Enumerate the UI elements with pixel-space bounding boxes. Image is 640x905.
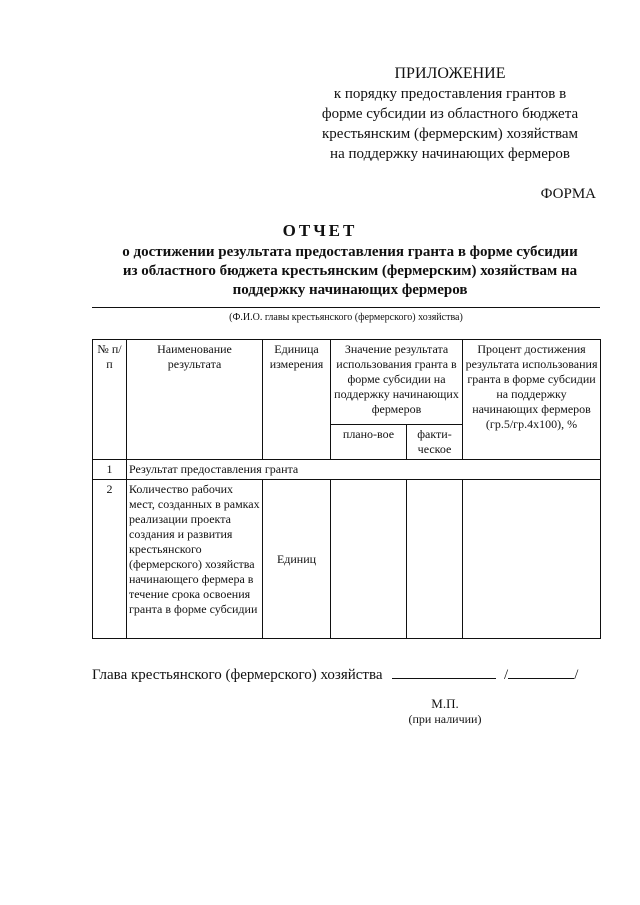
signature-block — [92, 664, 578, 684]
appendix-line-3: крестьянским (фермерским) хозяйствам — [321, 126, 579, 142]
header-name: Наименование результата — [127, 340, 263, 460]
appendix-line-2: форме субсидии из областного бюджета — [321, 106, 579, 122]
fio-caption: (Ф.И.О. главы крестьянского (фермерского) хозяйства) — [229, 312, 463, 323]
signature-separator-2: / — [574, 667, 579, 683]
appendix-line-4: на поддержку начинающих фермеров — [330, 146, 570, 162]
header-unit: Единица измерения — [263, 340, 331, 460]
signature-blank[interactable] — [392, 664, 496, 679]
appendix-line-1: к порядку предоставления грантов в — [333, 86, 567, 102]
header-num: № п/п — [93, 340, 127, 460]
report-subtitle-line-2: из областного бюджета крестьянским (фермерским) хозяйствам на — [122, 263, 578, 279]
header-value: Значение результата использования гранта в форме субсидии на поддержку начинающих фермеров — [331, 340, 463, 425]
stamp-mp: М.П. — [431, 696, 459, 711]
table-row — [93, 460, 601, 480]
table-header-row — [93, 340, 601, 425]
report-table — [92, 339, 601, 639]
signature-separator-1: / — [504, 667, 509, 683]
report-subtitle-line-1: о достижении результата предоставления гранта в форме субсидии — [122, 244, 578, 260]
row-1-num: 1 — [93, 460, 127, 480]
row-2-name: Количество рабочих мест, созданных в рамках реализации проекта создания и развития крестьянского (фермерского) хозяйства начинающего фермера в течение срока освоения гранта в форме субсидии — [127, 480, 263, 639]
header-percent: Процент достижения результата использования гранта в форме субсидии на поддержку начинающих фермеров (гр.5/гр.4х100), % — [463, 340, 601, 460]
stamp-note: (при наличии) — [408, 712, 482, 726]
name-blank[interactable] — [508, 664, 574, 679]
report-title: ОТЧЕТ — [282, 221, 358, 240]
row-2-num: 2 — [93, 480, 127, 639]
header-planned: плано-вое — [331, 425, 407, 460]
appendix-header — [320, 64, 580, 164]
forma-label: ФОРМА — [540, 186, 596, 202]
header-actual: факти-ческое — [407, 425, 463, 460]
signature-label: Глава крестьянского (фермерского) хозяйства — [92, 667, 383, 683]
row-2-actual-cell[interactable] — [407, 480, 463, 639]
report-subtitle — [90, 243, 610, 300]
row-2-percent-cell[interactable] — [463, 480, 601, 639]
appendix-title: ПРИЛОЖЕНИЕ — [394, 65, 506, 82]
fio-blank-line[interactable] — [92, 307, 600, 308]
report-subtitle-line-3: поддержку начинающих фермеров — [232, 282, 468, 298]
table-row — [93, 480, 601, 639]
row-2-planned-cell[interactable] — [331, 480, 407, 639]
row-2-unit: Единиц — [263, 480, 331, 639]
row-1-text: Результат предоставления гранта — [127, 460, 601, 480]
